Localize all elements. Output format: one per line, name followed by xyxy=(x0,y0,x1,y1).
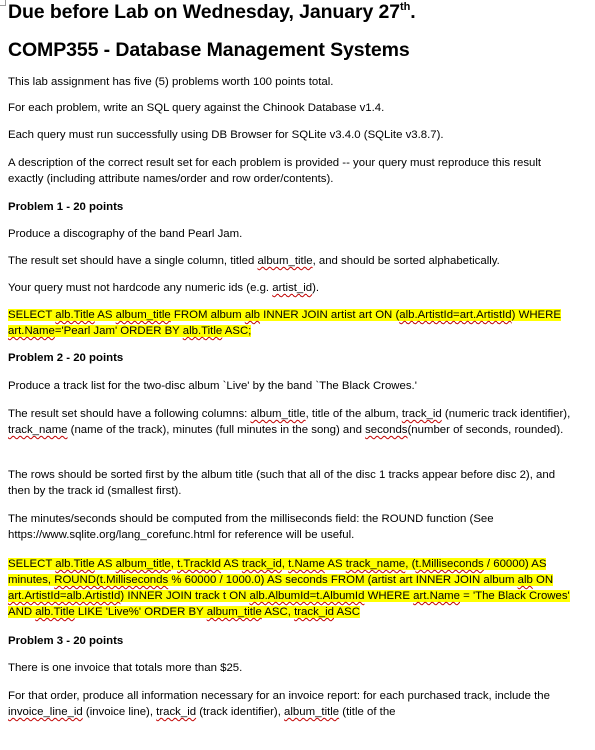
sql-term: alb xyxy=(244,309,261,321)
sql-run: ='Pearl Jam' ORDER BY xyxy=(54,325,183,337)
sql-term: track_id xyxy=(241,558,282,570)
code-term: seconds xyxy=(365,424,408,436)
sql-run: ON xyxy=(532,574,554,586)
sql-term: art.Name xyxy=(413,590,460,602)
text-run: (title of the xyxy=(339,706,396,718)
code-term: track_id xyxy=(401,408,442,420)
problem-1-requirement xyxy=(8,253,573,269)
sql-run: ASC xyxy=(333,606,360,618)
sql-run: AS xyxy=(324,558,346,570)
sql-term: album_title xyxy=(115,558,171,570)
sql-run: ASC; xyxy=(222,325,252,337)
sql-run: INNER JOIN artist art ON ( xyxy=(260,309,400,321)
sql-term: t.TrackId xyxy=(177,558,221,570)
due-ordinal-suffix: th xyxy=(400,1,411,13)
text-run: (numeric track identifier), xyxy=(441,408,571,420)
sql-run: SELECT xyxy=(8,558,56,570)
sql-run: = 'The Black Crowes' AND xyxy=(8,590,570,618)
problem-2-round-note: The minutes/seconds should be computed from the milliseconds field: the ROUND function (See https://www.sqlite.org/lang_corefunc.html for reference will be useful. xyxy=(8,513,494,541)
text-run: (name of the track), minutes (full minutes in the song) and xyxy=(67,424,366,436)
sql-run: % 60000 / 1000.0) AS seconds FROM (artist art INNER JOIN album xyxy=(168,574,518,586)
text-run: Your query must not hardcode any numeric ids (e.g. xyxy=(8,282,273,294)
sql-run: AS xyxy=(220,558,242,570)
sql-run: FROM album xyxy=(170,309,245,321)
problem-2-description: Produce a track list for the two-disc album `Live' by the band `The Black Crowes.' xyxy=(8,380,417,392)
sql-term: track_name xyxy=(345,558,406,570)
code-term: artist_id xyxy=(272,282,313,294)
sql-run: , xyxy=(170,558,178,570)
code-term: album_title xyxy=(284,706,340,718)
sql-run: ) WHERE xyxy=(511,309,561,321)
code-term: album_title xyxy=(257,255,313,267)
text-run: (number of seconds, rounded). xyxy=(407,424,564,436)
sql-run: AS xyxy=(94,558,116,570)
sql-run: LIKE 'Live%' ORDER BY xyxy=(74,606,207,618)
sql-term: alb.Title xyxy=(55,309,95,321)
sql-term: art.Name xyxy=(8,325,55,337)
text-run: , and should be sorted alphabetically. xyxy=(312,255,500,267)
sql-run: AS xyxy=(94,309,116,321)
sql-term: t.Milliseconds xyxy=(415,558,484,570)
intro-paragraph-1: This lab assignment has five (5) problems worth 100 points total. xyxy=(8,76,334,88)
sql-run: ASC, xyxy=(261,606,295,618)
sql-term: alb.Title xyxy=(55,558,95,570)
sql-run: , ( xyxy=(405,558,416,570)
sql-term: alb xyxy=(517,574,533,586)
page-corner-mark xyxy=(0,0,6,6)
problem-2-sort-note: The rows should be sorted first by the album title (such that all of the disc 1 tracks appear before disc 2), and then by the track id (smallest first). xyxy=(8,469,556,497)
code-term: track_id xyxy=(156,706,197,718)
sql-term: alb.Title xyxy=(35,606,75,618)
problem-1-heading: Problem 1 - 20 points xyxy=(8,201,124,213)
problem-1-note xyxy=(8,280,573,296)
problem-3-description: There is one invoice that totals more than $25. xyxy=(8,662,243,674)
sql-term: track_id xyxy=(294,606,334,618)
intro-paragraph-4: A description of the correct result set for each problem is provided -- your query must reproduce this result exactly (including attribute names/order and row order/contents). xyxy=(8,157,542,185)
sql-term: alb.Title xyxy=(182,325,223,337)
sql-term: alb.AlbumId=t.AlbumId xyxy=(249,590,365,602)
problem-1-sql-answer xyxy=(8,307,573,339)
problem-2-columns xyxy=(8,406,573,438)
text-run: ). xyxy=(312,282,320,294)
sql-term: album_title xyxy=(115,309,171,321)
text-run: For that order, produce all information necessary for an invoice report: for each purchased track, include the xyxy=(8,690,550,702)
text-run: (invoice line), xyxy=(82,706,157,718)
text-run: (track identifier), xyxy=(196,706,285,718)
text-run: , title of the album, xyxy=(305,408,402,420)
sql-run: , xyxy=(281,558,289,570)
sql-term: alb.ArtistId=art.ArtistId xyxy=(399,309,512,321)
sql-term: t.Name xyxy=(288,558,325,570)
problem-3-text xyxy=(8,688,573,720)
sql-run: ) INNER JOIN track t ON xyxy=(120,590,250,602)
intro-paragraph-2: For each problem, write an SQL query against the Chinook Database v1.4. xyxy=(8,102,385,114)
due-date-heading xyxy=(8,1,416,24)
sql-run: WHERE xyxy=(364,590,414,602)
text-run: The result set should have a single column, titled xyxy=(8,255,258,267)
sql-term: album_title xyxy=(206,606,262,618)
problem-2-sql-answer xyxy=(8,556,573,620)
sql-term: ROUND(t.Milliseconds xyxy=(54,574,169,586)
due-text: Due before Lab on Wednesday, January 27 xyxy=(8,1,400,23)
problem-2-heading: Problem 2 - 20 points xyxy=(8,352,124,364)
sql-term: art.ArtistId=alb.ArtistId xyxy=(8,590,121,602)
text-run: The result set should have a following columns: xyxy=(8,408,251,420)
intro-paragraph-3: Each query must run successfully using DB Browser for SQLite v3.4.0 (SQLite v3.8.7). xyxy=(8,129,444,141)
problem-1-description: Produce a discography of the band Pearl Jam. xyxy=(8,228,243,240)
code-term: invoice_line_id xyxy=(8,706,83,718)
problem-3-heading: Problem 3 - 20 points xyxy=(8,635,124,647)
due-period: . xyxy=(410,1,416,23)
sql-run: / 60000) AS minutes, xyxy=(8,558,547,586)
sql-run: SELECT xyxy=(8,309,56,321)
code-term: album_title xyxy=(250,408,306,420)
course-title: COMP355 - Database Management Systems xyxy=(8,39,410,61)
code-term: track_name xyxy=(8,424,68,436)
